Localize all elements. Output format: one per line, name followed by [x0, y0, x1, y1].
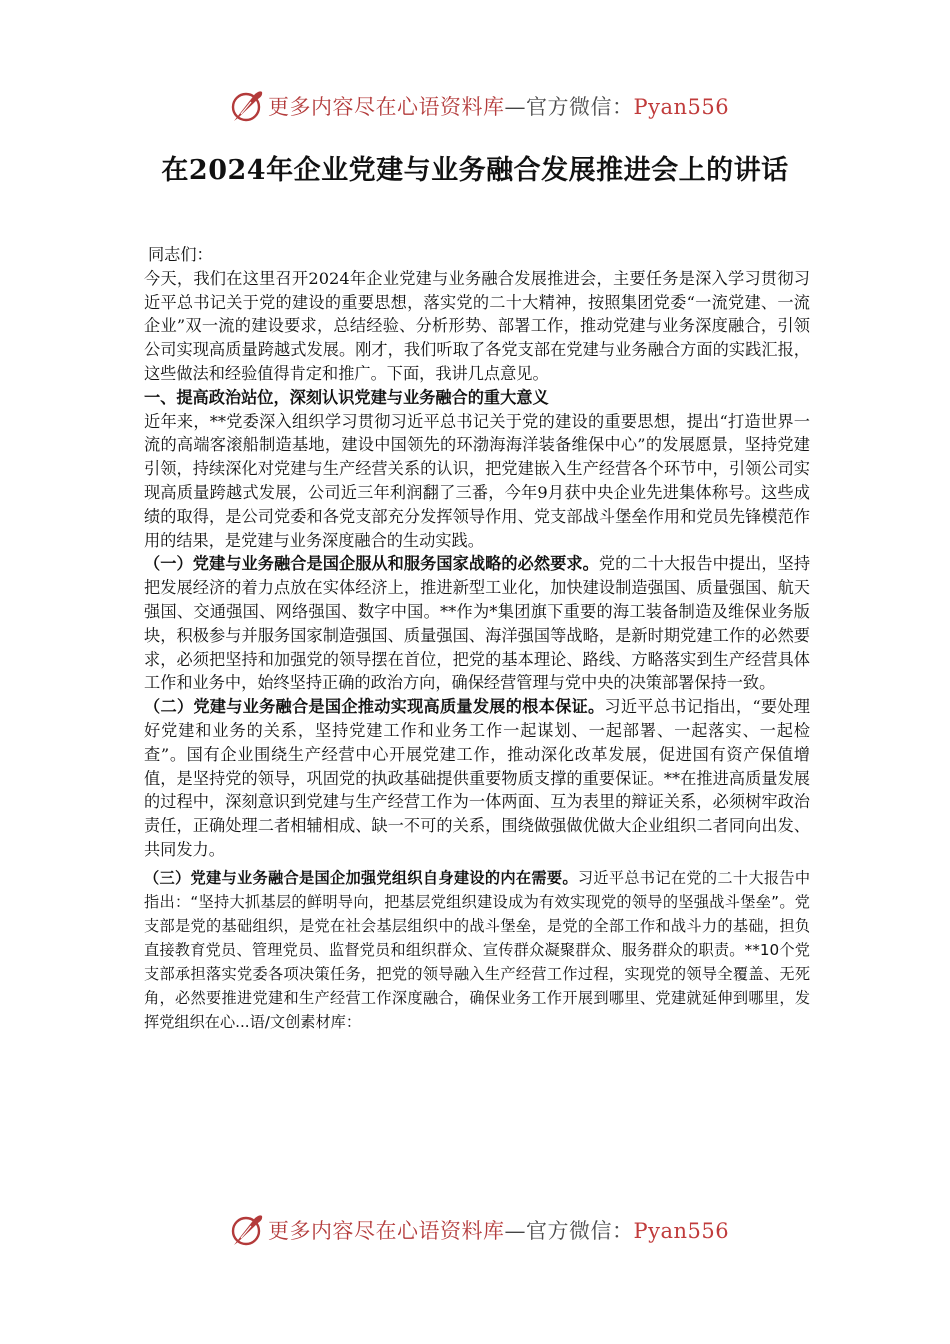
watermark-wechat: Pyan556 — [633, 95, 730, 119]
watermark-banner-bottom — [0, 1208, 950, 1252]
salutation: 同志们： — [148, 245, 213, 264]
subsection-3-text: 习近平总书记在党的二十大报告中指出：“坚持大抓基层的鲜明导向，把基层党组织建设成为有效实现党的领导的坚强战斗堡垒”。党支部是党的基础组织，是党在社会基层组织中的战斗堡垒，是党的全部工作和战斗力的基础，担负直接教育党员、管理党员、监督党员和组织群众、宣传群众凝聚群众、服务群众的职责。**10个党支部承担落实党委各项决策任务，把党的领导融入生产经营工作过程，实现党的领导全覆盖、无死角，必然要推进党建和生产经营工作深度融合，确保业务工作开展到哪里、党建就延伸到哪里，发挥党组织在心...语/文创素材库： — [144, 868, 811, 1031]
watermark-wechat: Pyan556 — [633, 1219, 730, 1243]
subsection-2-lead: （二）党建与业务融合是国企推动实现高质量发展的根本保证。 — [144, 697, 605, 717]
watermark-main: 更多内容尽在心语资料库 — [268, 1219, 505, 1243]
subsection-1-text: 党的二十大报告中提出，坚持把发展经济的着力点放在实体经济上，推进新型工业化，加快建设制造强国、质量强国、航天强国、交通强国、网络强国、数字中国。**作为*集团旗下重要的海工装备制造及维保业务版块，积极参与并服务国家制造强国、质量强国、海洋强国等战略，是新时期党建工作的必然要求，必须把坚持和加强党的领导摆在首位，把党的基本理论、路线、方略落实到生产经营具体工作和业务中，始终坚持正确的政治方向，确保经营管理与党中央的决策部署保持一致。 — [144, 554, 811, 693]
intro-paragraph: 今天，我们在这里召开2024年企业党建与业务融合发展推进会，主要任务是深入学习贯彻习近平总书记关于党的建设的重要思想，落实党的二十大精神，按照集团党委“一流党建、一流企业”双一流的建设要求，总结经验、分析形势、部署工作，推动党建与业务深度融合，引领公司实现高质量跨越式发展。刚才，我们听取了各党支部在党建与业务融合方面的实践汇报，这些做法和经验值得肯定和推广。下面，我讲几点意见。 — [144, 268, 810, 383]
watermark-official: 官方微信： — [526, 1219, 634, 1243]
section-heading-1: 一、提高政治站位，深刻认识党建与业务融合的重大意义 — [144, 387, 549, 407]
subsection-1-lead: （一）党建与业务融合是国企服从和服务国家战略的必然要求。 — [144, 554, 599, 574]
watermark-main: 更多内容尽在心语资料库 — [268, 95, 505, 119]
watermark-dash: — — [504, 95, 526, 119]
watermark-text — [268, 1215, 729, 1245]
watermark-text — [268, 91, 729, 121]
quill-logo-icon — [229, 1212, 265, 1248]
subsection-2-text: 习近平总书记指出，“要处理好党建和业务的关系，坚持党建工作和业务工作一起谋划、一起部署、一起落实、一起检查”。国有企业围绕生产经营中心开展党建工作，推动深化改革发展，促进国有资产保值增值，是坚持党的领导，巩固党的执政基础提供重要物质支撑的重要保证。**在推进高质量发展的过程中，深刻意识到党建与生产经营工作为一体两面、互为表里的辩证关系，必须树牢政治责任，正确处理二者相辅相成、缺一不可的关系，围绕做强做优做大企业组织二者同向出发、共同发力。 — [144, 697, 810, 859]
watermark-banner-top — [0, 84, 950, 128]
subsection-1 — [144, 552, 810, 695]
subsection-3 — [144, 866, 810, 1034]
quill-logo-icon — [229, 88, 265, 124]
paragraph-1: 近年来，**党委深入组织学习贯彻习近平总书记关于党的建设的重要思想，提出“打造世界一流的高端客滚船制造基地，建设中国领先的环渤海海洋装备维保中心”的发展愿景，坚持党建引领，持续深化对党建与生产经营关系的认识，把党建嵌入生产经营各个环节中，引领公司实现高质量跨越式发展，公司近三年利润翻了三番，今年9月获中央企业先进集体称号。这些成绩的取得，是公司党委和各党支部充分发挥领导作用、党支部战斗堡垒作用和党员先锋模范作用的结果，是党建与业务深度融合的生动实践。 — [144, 411, 810, 550]
subsection-2 — [144, 695, 810, 862]
watermark-dash: — — [504, 1219, 526, 1243]
document-title: 在2024年企业党建与业务融合发展推进会上的讲话 — [161, 155, 789, 186]
watermark-official: 官方微信： — [526, 95, 634, 119]
subsection-3-lead: （三）党建与业务融合是国企加强党组织自身建设的内在需要。 — [144, 868, 578, 887]
document-body — [144, 243, 810, 1034]
